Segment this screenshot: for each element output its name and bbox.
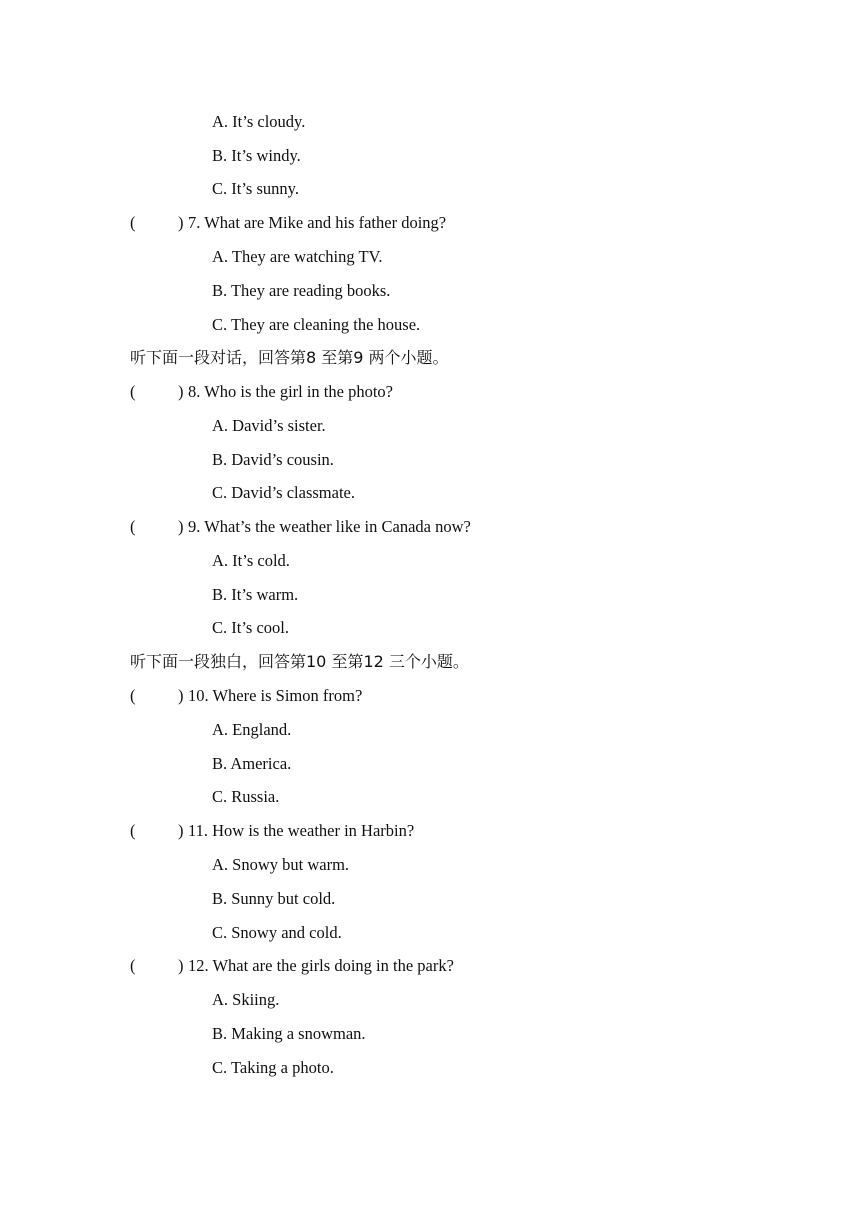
q11-option-a: A. Snowy but warm. (212, 855, 350, 874)
q9-option-c: C. It’s cool. (212, 618, 289, 637)
question-8-text: 8. Who is the girl in the photo? (188, 382, 394, 401)
question-11-text: 11. How is the weather in Harbin? (188, 821, 415, 840)
answer-blank-close: ) (178, 821, 184, 840)
q7-option-a: A. They are watching TV. (212, 247, 383, 266)
answer-blank-open: ( (130, 382, 136, 401)
question-12 (130, 949, 454, 983)
q10-option-a: A. England. (212, 720, 292, 739)
section-instruction-8-9: 听下面一段对话，回答第8 至第9 两个小题。 (130, 348, 449, 367)
q10-option-b: B. America. (212, 754, 292, 773)
q6-option-c: C. It’s sunny. (212, 179, 299, 198)
q7-option-c: C. They are cleaning the house. (212, 315, 421, 334)
question-11 (130, 814, 414, 848)
answer-blank-open: ( (130, 213, 136, 232)
answer-blank-open: ( (130, 821, 136, 840)
question-7-text: 7. What are Mike and his father doing? (188, 213, 447, 232)
q6-option-a: A. It’s cloudy. (212, 112, 306, 131)
answer-blank-close: ) (178, 213, 184, 232)
q10-option-c: C. Russia. (212, 787, 280, 806)
q11-option-b: B. Sunny but cold. (212, 889, 336, 908)
question-9 (130, 510, 471, 544)
q7-option-b: B. They are reading books. (212, 281, 391, 300)
q12-option-c: C. Taking a photo. (212, 1058, 334, 1077)
q8-option-a: A. David’s sister. (212, 416, 326, 435)
question-12-text: 12. What are the girls doing in the park? (188, 956, 454, 975)
q12-option-a: A. Skiing. (212, 990, 280, 1009)
q8-option-b: B. David’s cousin. (212, 450, 334, 469)
question-7 (130, 206, 446, 240)
answer-blank-open: ( (130, 956, 136, 975)
question-9-text: 9. What’s the weather like in Canada now? (188, 517, 471, 536)
answer-blank-close: ) (178, 956, 184, 975)
question-10-text: 10. Where is Simon from? (188, 686, 363, 705)
question-8 (130, 375, 393, 409)
q9-option-b: B. It’s warm. (212, 585, 299, 604)
q9-option-a: A. It’s cold. (212, 551, 290, 570)
answer-blank-close: ) (178, 382, 184, 401)
answer-blank-close: ) (178, 517, 184, 536)
q8-option-c: C. David’s classmate. (212, 483, 355, 502)
question-10 (130, 679, 362, 713)
answer-blank-close: ) (178, 686, 184, 705)
q6-option-b: B. It’s windy. (212, 146, 301, 165)
q12-option-b: B. Making a snowman. (212, 1024, 366, 1043)
section-instruction-10-12: 听下面一段独白，回答第10 至第12 三个小题。 (130, 652, 469, 671)
answer-blank-open: ( (130, 517, 136, 536)
answer-blank-open: ( (130, 686, 136, 705)
q11-option-c: C. Snowy and cold. (212, 923, 342, 942)
